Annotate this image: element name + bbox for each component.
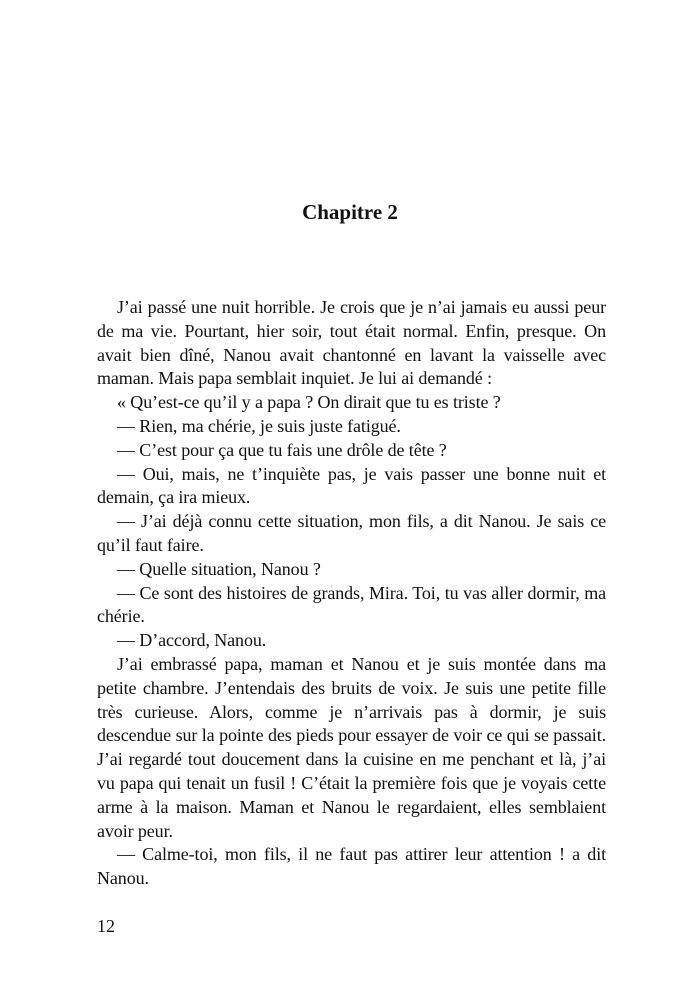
- paragraph: — Quelle situation, Nanou ?: [117, 558, 321, 579]
- paragraph: — Oui, mais, ne t’inquiète pas, je vais passer une bonne nuit et demain, ça ira mieux.: [97, 463, 606, 508]
- paragraph: — Rien, ma chérie, je suis juste fatigué.: [117, 415, 401, 436]
- paragraph: — Calme-toi, mon fils, il ne faut pas attirer leur attention ! a dit Nanou.: [97, 844, 606, 889]
- paragraph: — J’ai déjà connu cette situation, mon fils, a dit Nanou. Je sais ce qu’il faut faire.: [97, 511, 606, 555]
- paragraph: J’ai embrassé papa, maman et Nanou et je suis montée dans ma petite chambre. J’entendais des bruits de voix. Je suis une petite fille très curieuse. Alors, comme je n’arrivais pas à dormir, je suis descendue sur la pointe des pieds pour essayer de voir ce qui se passait. J’ai regardé tout doucement dans la cuisine en me penchant et là, j’ai vu papa qui tenait un fusil ! C’était la première fois que je voyais cette arme à la maison. Maman et Nanou le regardaient, elles semblaient avoir peur.: [97, 653, 606, 841]
- page-number: 12: [97, 916, 115, 936]
- paragraph: — C’est pour ça que tu fais une drôle de tête ?: [117, 439, 447, 460]
- paragraph: J’ai passé une nuit horrible. Je crois que je n’ai jamais eu aussi peur de ma vie. Pourtant, hier soir, tout était normal. Enfin, presque. On avait bien dîné, Nanou avait chantonné en lavant la vaisselle avec maman. Mais papa semblait inquiet. Je lui ai demandé :: [97, 297, 606, 389]
- chapter-body: [97, 296, 606, 891]
- paragraph: — Ce sont des histoires de grands, Mira. Toi, tu vas aller dormir, ma chérie.: [97, 582, 606, 627]
- paragraph: « Qu’est-ce qu’il y a papa ? On dirait que tu es triste ?: [117, 392, 501, 413]
- chapter-title: Chapitre 2: [302, 200, 398, 224]
- paragraph: — D’accord, Nanou.: [117, 630, 267, 651]
